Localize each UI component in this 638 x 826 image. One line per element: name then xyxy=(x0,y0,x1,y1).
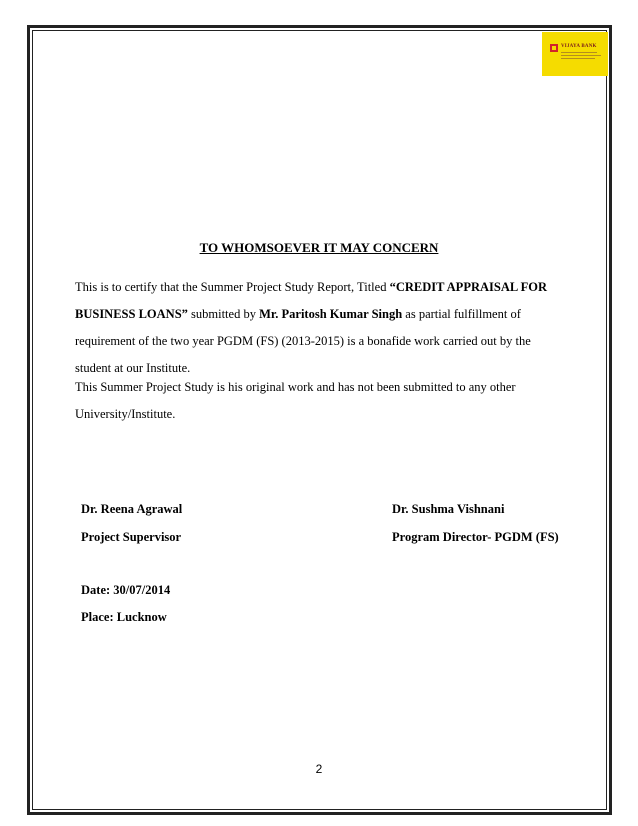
director-name: Dr. Sushma Vishnani xyxy=(392,502,505,516)
certificate-place: Place: Lucknow xyxy=(81,610,167,624)
student-name: Mr. Paritosh Kumar Singh xyxy=(259,307,403,321)
page-number: 2 xyxy=(315,762,323,776)
logo-text-line xyxy=(561,58,595,59)
supervisor-role: Project Supervisor xyxy=(81,530,182,544)
certificate-heading: TO WHOMSOEVER IT MAY CONCERN xyxy=(199,240,439,255)
paragraph-text: as partial fulfillment of requirement of the two year PGDM (FS) (2013-2015) is a bonafide work carried out by the student at our Institute. xyxy=(75,307,531,375)
bank-logo xyxy=(542,32,608,76)
director-role: Program Director- PGDM (FS) xyxy=(392,530,559,544)
certificate-paragraph xyxy=(75,274,555,382)
paragraph-text: submitted by xyxy=(187,307,260,321)
originality-paragraph: This Summer Project Study is his original work and has not been submitted to any other University/Institute. xyxy=(75,380,516,421)
bank-logo-name: VIJAYA BANK xyxy=(561,44,597,49)
paragraph-text: This is to certify that the Summer Project Study Report, Titled xyxy=(75,280,390,294)
logo-text-line xyxy=(561,55,601,56)
supervisor-name: Dr. Reena Agrawal xyxy=(81,502,183,516)
bank-logo-mark xyxy=(550,44,558,52)
project-title: “CREDIT APPRAISAL FOR BUSINESS LOANS” xyxy=(75,280,548,321)
certificate-date: Date: 30/07/2014 xyxy=(81,583,171,597)
logo-text-line xyxy=(561,52,597,53)
